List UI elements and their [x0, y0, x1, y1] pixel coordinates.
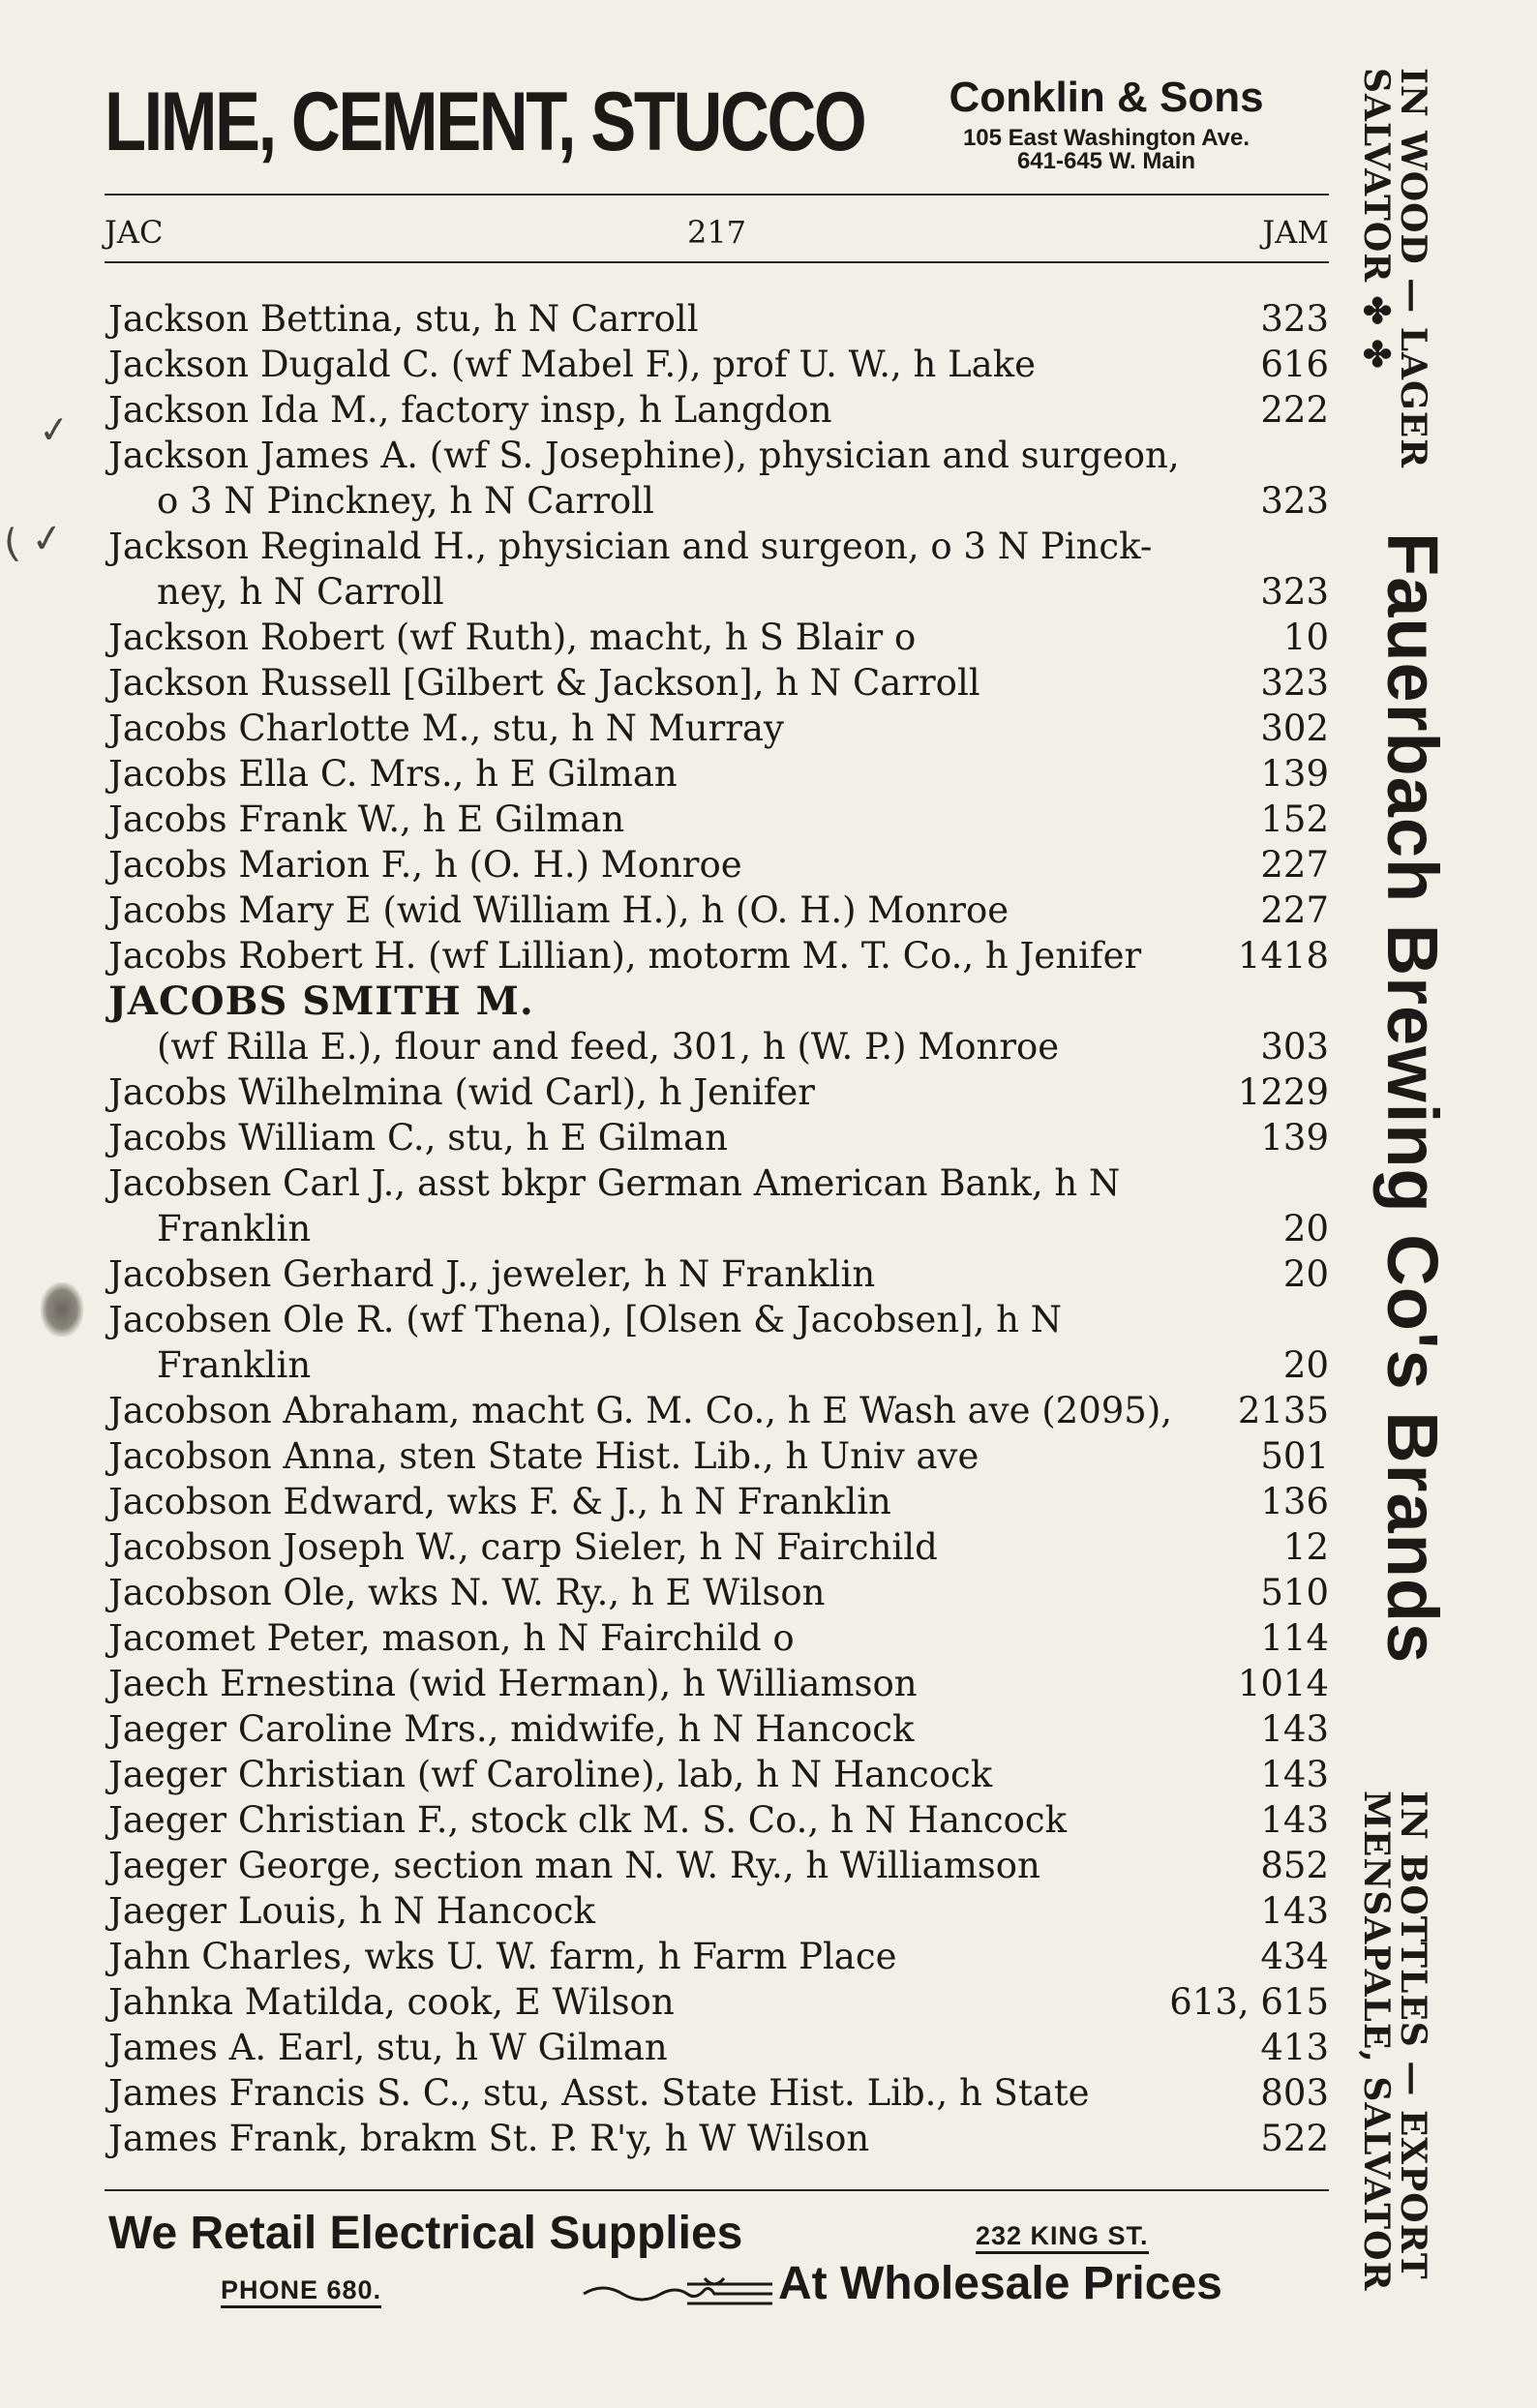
entry-line: [105, 1706, 1329, 1752]
entry-continuation-line: [105, 1206, 1329, 1251]
entry-house-number: 136: [1260, 1481, 1329, 1522]
running-head-left: JAC: [105, 214, 164, 251]
entry-text: James Francis S. C., stu, Asst. State Hist. Lib., h State: [108, 2072, 1090, 2114]
entry-house-number: 2135: [1237, 1390, 1329, 1431]
entry-house-number: 852: [1260, 1845, 1329, 1886]
entry-text: Jacobsen Carl J., asst bkpr German American Bank, h N: [108, 1162, 1121, 1204]
entry-line: [105, 2025, 1329, 2070]
entry-text: Jackson Russell [Gilbert & Jackson], h N Carroll: [108, 662, 980, 704]
entry-text: Franklin: [157, 1208, 312, 1249]
entry-house-number: 434: [1260, 1936, 1329, 1977]
top-ad-address-1: 105 East Washington Ave.: [962, 125, 1251, 151]
entry-text: ney, h N Carroll: [157, 571, 444, 613]
entry-house-number: 1229: [1237, 1071, 1329, 1113]
entry-text: (wf Rilla E.), flour and feed, 301, h (W. P.) Monroe: [157, 1026, 1060, 1068]
page-number: 217: [686, 214, 747, 251]
bottom-advertisement: [105, 2205, 1329, 2321]
entry-text: Jackson Robert (wf Ruth), macht, h S Blair o: [108, 617, 917, 658]
entry-text: Jaeger Christian F., stock clk M. S. Co., h N Hancock: [108, 1799, 1067, 1841]
entry-continuation-line: [105, 478, 1329, 524]
bottom-ad-address: 232 KING ST.: [976, 2220, 1149, 2254]
entry-house-number: 139: [1260, 753, 1329, 795]
side-ad-bottom-line-2: MENSAPALE, SALVATOR: [1356, 1791, 1397, 2292]
entry-line: [105, 2116, 1329, 2161]
top-ad-firm: Conklin & Sons: [949, 74, 1264, 121]
entry-line: [105, 524, 1329, 569]
entry-house-number: 803: [1260, 2072, 1329, 2114]
entry-house-number: 143: [1260, 1708, 1329, 1750]
entry-text: Jacobson Joseph W., carp Sieler, h N Fairchild: [108, 1526, 938, 1568]
entry-text: Jacobson Edward, wks F. & J., h N Franklin: [108, 1481, 891, 1522]
running-head-right: JAM: [1262, 214, 1329, 251]
entry-line: [105, 1251, 1329, 1297]
entry-line: [105, 1615, 1329, 1661]
entry-house-number: 323: [1260, 571, 1329, 613]
entry-text: Jahn Charles, wks U. W. farm, h Farm Place: [108, 1936, 897, 1977]
entry-text: Franklin: [157, 1344, 312, 1386]
entry-text: Jackson Reginald H., physician and surgeon, o 3 N Pinck-: [108, 526, 1153, 567]
entry-text: Jackson Dugald C. (wf Mabel F.), prof U. W., h Lake: [108, 344, 1037, 385]
entry-line: [105, 1797, 1329, 1843]
entry-line: [105, 751, 1329, 797]
bottom-ad-line-1: We Retail Electrical Supplies: [108, 2208, 743, 2259]
side-ad-main: Fauerbach Brewing Co's Brands: [1372, 532, 1453, 1665]
top-advertisement: [105, 70, 1329, 176]
entry-text: James Frank, brakm St. P. R'y, h W Wilson: [108, 2118, 870, 2159]
entry-house-number: 227: [1260, 844, 1329, 886]
entry-house-number: 143: [1260, 1890, 1329, 1932]
entry-text: Jacobsen Gerhard J., jeweler, h N Franklin: [108, 1253, 876, 1295]
entry-heading: [105, 978, 1329, 1024]
entry-house-number: 20: [1282, 1253, 1329, 1295]
entry-line: [105, 615, 1329, 660]
entry-text: Jacobson Abraham, macht G. M. Co., h E Wash ave (2095),: [108, 1390, 1173, 1431]
entry-line: [105, 296, 1329, 342]
side-advertisement: [1353, 68, 1537, 2333]
entry-house-number: 522: [1260, 2118, 1329, 2159]
entry-text: Jaeger Caroline Mrs., midwife, h N Hancock: [108, 1708, 915, 1750]
bottom-ad-phone: PHONE 680.: [221, 2274, 381, 2308]
entry-house-number: 12: [1282, 1526, 1329, 1568]
bottom-rule: [105, 2189, 1329, 2191]
pencil-check-mark-icon: ( ✓: [1, 514, 67, 568]
entry-line: [105, 387, 1329, 433]
entry-line: [105, 1524, 1329, 1570]
entry-line: [105, 797, 1329, 842]
entry-line: [105, 1752, 1329, 1797]
entry-line: [105, 933, 1329, 978]
entry-continuation-line: [105, 1024, 1329, 1069]
entry-line: [105, 433, 1329, 478]
entry-house-number: 413: [1260, 2027, 1329, 2068]
entry-line: [105, 1570, 1329, 1615]
entry-line: [105, 1388, 1329, 1433]
entry-line: [105, 1160, 1329, 1206]
top-ad-headline: LIME, CEMENT, STUCCO: [105, 75, 865, 168]
entry-text: Jacobson Ole, wks N. W. Ry., h E Wilson: [108, 1572, 826, 1613]
side-ad-top-line-1: IN WOOD — LAGER: [1393, 68, 1433, 469]
side-ad-top-line-2: SALVATOR ✤ ✤: [1356, 68, 1397, 370]
entry-house-number: 613, 615: [1169, 1981, 1329, 2023]
header-rule: [105, 261, 1329, 263]
entry-house-number: 302: [1260, 707, 1329, 749]
entry-house-number: 323: [1260, 298, 1329, 340]
entry-text: Jacobs Robert H. (wf Lillian), motorm M. T. Co., h Jenifer: [108, 935, 1142, 977]
entry-house-number: 114: [1260, 1617, 1329, 1659]
entry-text: Jahnka Matilda, cook, E Wilson: [108, 1981, 675, 2023]
entry-house-number: 152: [1260, 798, 1329, 840]
entry-text: Jacomet Peter, mason, h N Fairchild o: [108, 1617, 795, 1659]
entry-line: [105, 660, 1329, 706]
entry-line: [105, 1115, 1329, 1160]
side-ad-bottom-line-1: IN BOTTLES — EXPORT: [1393, 1791, 1433, 2280]
flourish-ornament-icon: [579, 2265, 782, 2313]
top-rule: [105, 194, 1329, 196]
entry-text: Jaeger George, section man N. W. Ry., h Williamson: [108, 1845, 1040, 1886]
entry-text: Jacobs Charlotte M., stu, h N Murray: [108, 707, 784, 749]
entry-line: [105, 1661, 1329, 1706]
entry-text: Jackson James A. (wf S. Josephine), physician and surgeon,: [108, 435, 1180, 476]
entry-text: Jaeger Louis, h N Hancock: [108, 1890, 595, 1932]
entry-line: [105, 1069, 1329, 1115]
entry-text: o 3 N Pinckney, h N Carroll: [157, 480, 654, 522]
bottom-ad-line-2: At Wholesale Prices: [778, 2258, 1222, 2309]
entry-line: [105, 1979, 1329, 2025]
entry-text: Jacobsen Ole R. (wf Thena), [Olsen & Jacobsen], h N: [108, 1299, 1063, 1340]
entry-continuation-line: [105, 569, 1329, 615]
top-ad-address-2: 641-645 W. Main: [1016, 148, 1196, 174]
entry-house-number: 501: [1260, 1435, 1329, 1477]
entry-text: Jacobs Ella C. Mrs., h E Gilman: [108, 753, 678, 795]
entry-house-number: 10: [1282, 617, 1329, 658]
entry-line: [105, 1843, 1329, 1888]
entry-line: [105, 1934, 1329, 1979]
entry-text: Jackson Ida M., factory insp, h Langdon: [108, 389, 832, 431]
entry-line: [105, 342, 1329, 387]
entry-line: [105, 888, 1329, 933]
entry-text: Jackson Bettina, stu, h N Carroll: [108, 298, 699, 340]
entry-text: Jaeger Christian (wf Caroline), lab, h N Hancock: [108, 1754, 993, 1795]
entry-line: [105, 1479, 1329, 1524]
entry-line: [105, 1888, 1329, 1934]
entry-house-number: 227: [1260, 889, 1329, 931]
entry-text: JACOBS SMITH M.: [108, 978, 534, 1024]
entry-text: Jacobs Wilhelmina (wid Carl), h Jenifer: [108, 1071, 815, 1113]
entry-text: Jacobs William C., stu, h E Gilman: [108, 1117, 728, 1159]
entry-house-number: 616: [1260, 344, 1329, 385]
entry-house-number: 1014: [1237, 1663, 1329, 1704]
entry-text: Jacobs Marion F., h (O. H.) Monroe: [108, 844, 742, 886]
entry-house-number: 222: [1260, 389, 1329, 431]
entry-house-number: 139: [1260, 1117, 1329, 1159]
entry-text: Jaech Ernestina (wid Herman), h Williamson: [108, 1663, 918, 1704]
directory-entries: [105, 296, 1329, 2161]
entry-continuation-line: [105, 1342, 1329, 1388]
entry-house-number: 1418: [1237, 935, 1329, 977]
entry-line: [105, 842, 1329, 888]
entry-text: Jacobs Mary E (wid William H.), h (O. H.) Monroe: [108, 889, 1010, 931]
entry-text: Jacobson Anna, sten State Hist. Lib., h Univ ave: [108, 1435, 979, 1477]
entry-house-number: 143: [1260, 1799, 1329, 1841]
entry-line: [105, 2070, 1329, 2116]
entry-line: [105, 1433, 1329, 1479]
pencil-check-mark-icon: ✓: [36, 406, 73, 453]
running-head: [105, 211, 1329, 254]
entry-house-number: 20: [1282, 1208, 1329, 1249]
entry-house-number: 323: [1260, 480, 1329, 522]
ink-smudge-mark: [41, 1282, 83, 1337]
entry-text: Jacobs Frank W., h E Gilman: [108, 798, 625, 840]
entry-line: [105, 1297, 1329, 1342]
entry-text: James A. Earl, stu, h W Gilman: [108, 2027, 668, 2068]
entry-house-number: 143: [1260, 1754, 1329, 1795]
entry-house-number: 510: [1260, 1572, 1329, 1613]
entry-house-number: 323: [1260, 662, 1329, 704]
entry-house-number: 20: [1282, 1344, 1329, 1386]
entry-house-number: 303: [1260, 1026, 1329, 1068]
entry-line: [105, 706, 1329, 751]
